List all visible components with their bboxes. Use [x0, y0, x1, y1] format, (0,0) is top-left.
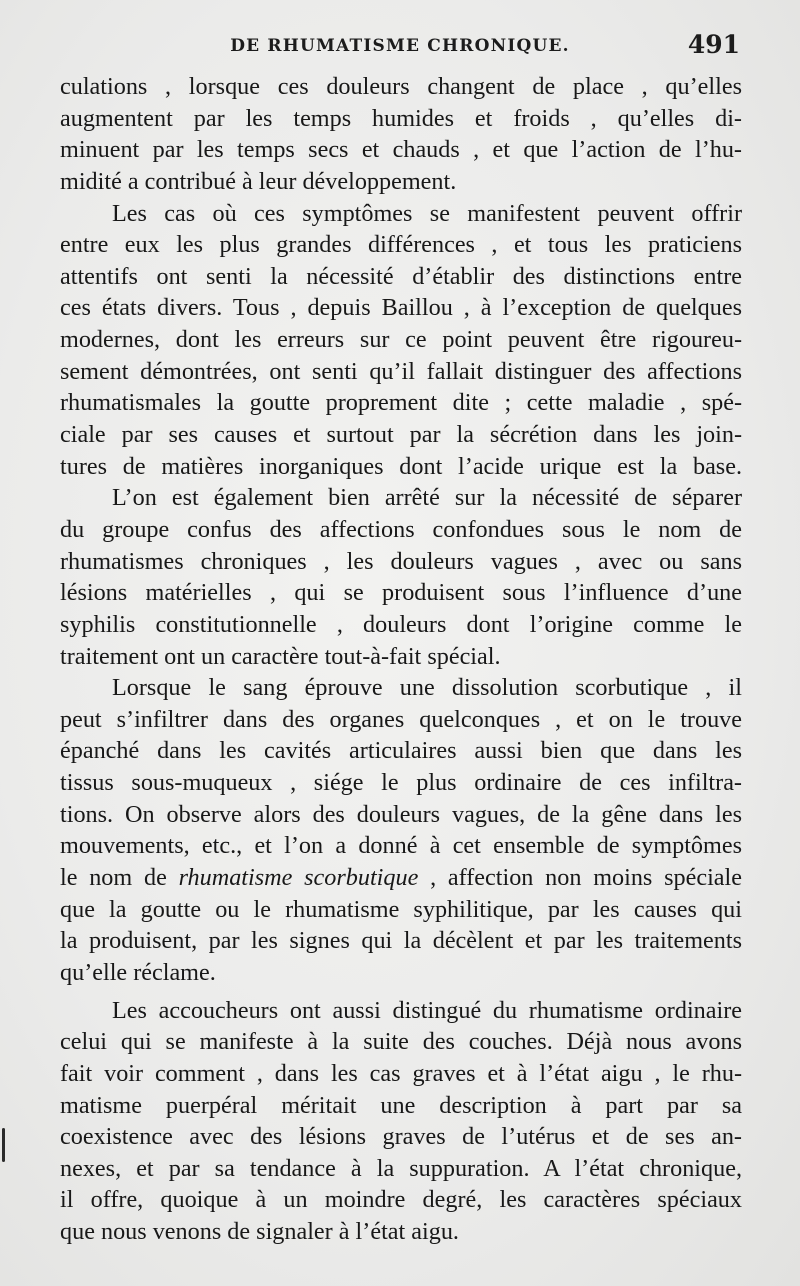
- text-line: augmentent par les temps humides et froids , qu’elles di-: [60, 104, 742, 132]
- text-line: rhumatismales la goutte proprement dite ; cette maladie , spé-: [60, 389, 742, 417]
- paragraph-3: [60, 482, 742, 672]
- text-line: rhumatismes chroniques , les douleurs vagues , avec ou sans: [60, 547, 742, 575]
- text-line: tissus sous-muqueux , siége le plus ordinaire de ces infiltra-: [60, 769, 742, 797]
- text-line-with-italic: le nom de rhumatisme scorbutique , affection non moins spéciale: [60, 864, 742, 892]
- text-line: nexes, et par sa tendance à la suppuration. A l’état chronique,: [60, 1154, 742, 1182]
- paragraph-2: [60, 198, 742, 483]
- text-line: coexistence avec des lésions graves de l’utérus et de ses an-: [60, 1123, 742, 1151]
- text-line: lésions matérielles , qui se produisent sous l’influence d’une: [60, 579, 742, 607]
- paragraph-4: [60, 672, 742, 988]
- text-line: qu’elle réclame.: [60, 958, 216, 986]
- margin-mark: [2, 1128, 5, 1162]
- paragraph-1: [60, 71, 742, 198]
- text-line: que nous venons de signaler à l’état aigu.: [60, 1218, 459, 1246]
- text-line: modernes, dont les erreurs sur ce point peuvent être rigoureu-: [60, 326, 742, 354]
- page-header: [60, 30, 740, 66]
- text-line: L’on est également bien arrêté sur la nécessité de séparer: [112, 484, 742, 512]
- text-line: ciale par ses causes et surtout par la sécrétion dans les join-: [60, 421, 742, 449]
- text-line: fait voir comment , dans les cas graves et à l’état aigu , le rhu-: [60, 1059, 742, 1087]
- text-line: il offre, quoique à un moindre degré, les caractères spéciaux: [60, 1186, 742, 1214]
- page-number: 491: [687, 30, 740, 59]
- text-line: mouvements, etc., et l’on a donné à cet ensemble de symptômes: [60, 832, 742, 860]
- running-title: DE RHUMATISME CHRONIQUE.: [230, 36, 570, 56]
- paragraph-5: [60, 995, 742, 1248]
- text-line: traitement ont un caractère tout-à-fait spécial.: [60, 642, 501, 670]
- text-line: midité a contribué à leur développement.: [60, 167, 457, 195]
- text-line: que la goutte ou le rhumatisme syphilitique, par les causes qui: [60, 895, 742, 923]
- italic-term: rhumatisme scorbutique: [178, 864, 419, 892]
- text-line: ces états divers. Tous , depuis Baillou , à l’exception de quelques: [60, 294, 742, 322]
- text-line: la produisent, par les signes qui la décèlent et par les traitements: [60, 927, 742, 955]
- text-line: entre eux les plus grandes différences , et tous les praticiens: [60, 231, 742, 259]
- text-line: tions. On observe alors des douleurs vagues, de la gêne dans les: [60, 800, 742, 828]
- text-line: syphilis constitutionnelle , douleurs dont l’origine comme le: [60, 610, 742, 638]
- text-line: matisme puerpéral méritait une description à part par sa: [60, 1091, 742, 1119]
- text-line: celui qui se manifeste à la suite des couches. Déjà nous avons: [60, 1028, 742, 1056]
- text-line: épanché dans les cavités articulaires aussi bien que dans les: [60, 737, 742, 765]
- text-line: peut s’infiltrer dans des organes quelconques , et on le trouve: [60, 705, 742, 733]
- text-line: culations , lorsque ces douleurs changent de place , qu’elles: [60, 73, 742, 100]
- text-line: sement démontrées, ont senti qu’il fallait distinguer des affections: [60, 357, 742, 385]
- text-line: Les accoucheurs ont aussi distingué du rhumatisme ordinaire: [112, 996, 742, 1024]
- body-text: [60, 71, 742, 1248]
- text-line: minuent par les temps secs et chauds , et que l’action de l’hu-: [60, 136, 742, 164]
- text-line: du groupe confus des affections confondues sous le nom de: [60, 515, 742, 543]
- text-line: Les cas où ces symptômes se manifestent peuvent offrir: [112, 199, 742, 227]
- text-line: attentifs ont senti la nécessité d’établir des distinctions entre: [60, 262, 742, 290]
- text-line: tures de matières inorganiques dont l’acide urique est la base.: [60, 452, 742, 480]
- text-line: Lorsque le sang éprouve une dissolution scorbutique , il: [112, 674, 742, 702]
